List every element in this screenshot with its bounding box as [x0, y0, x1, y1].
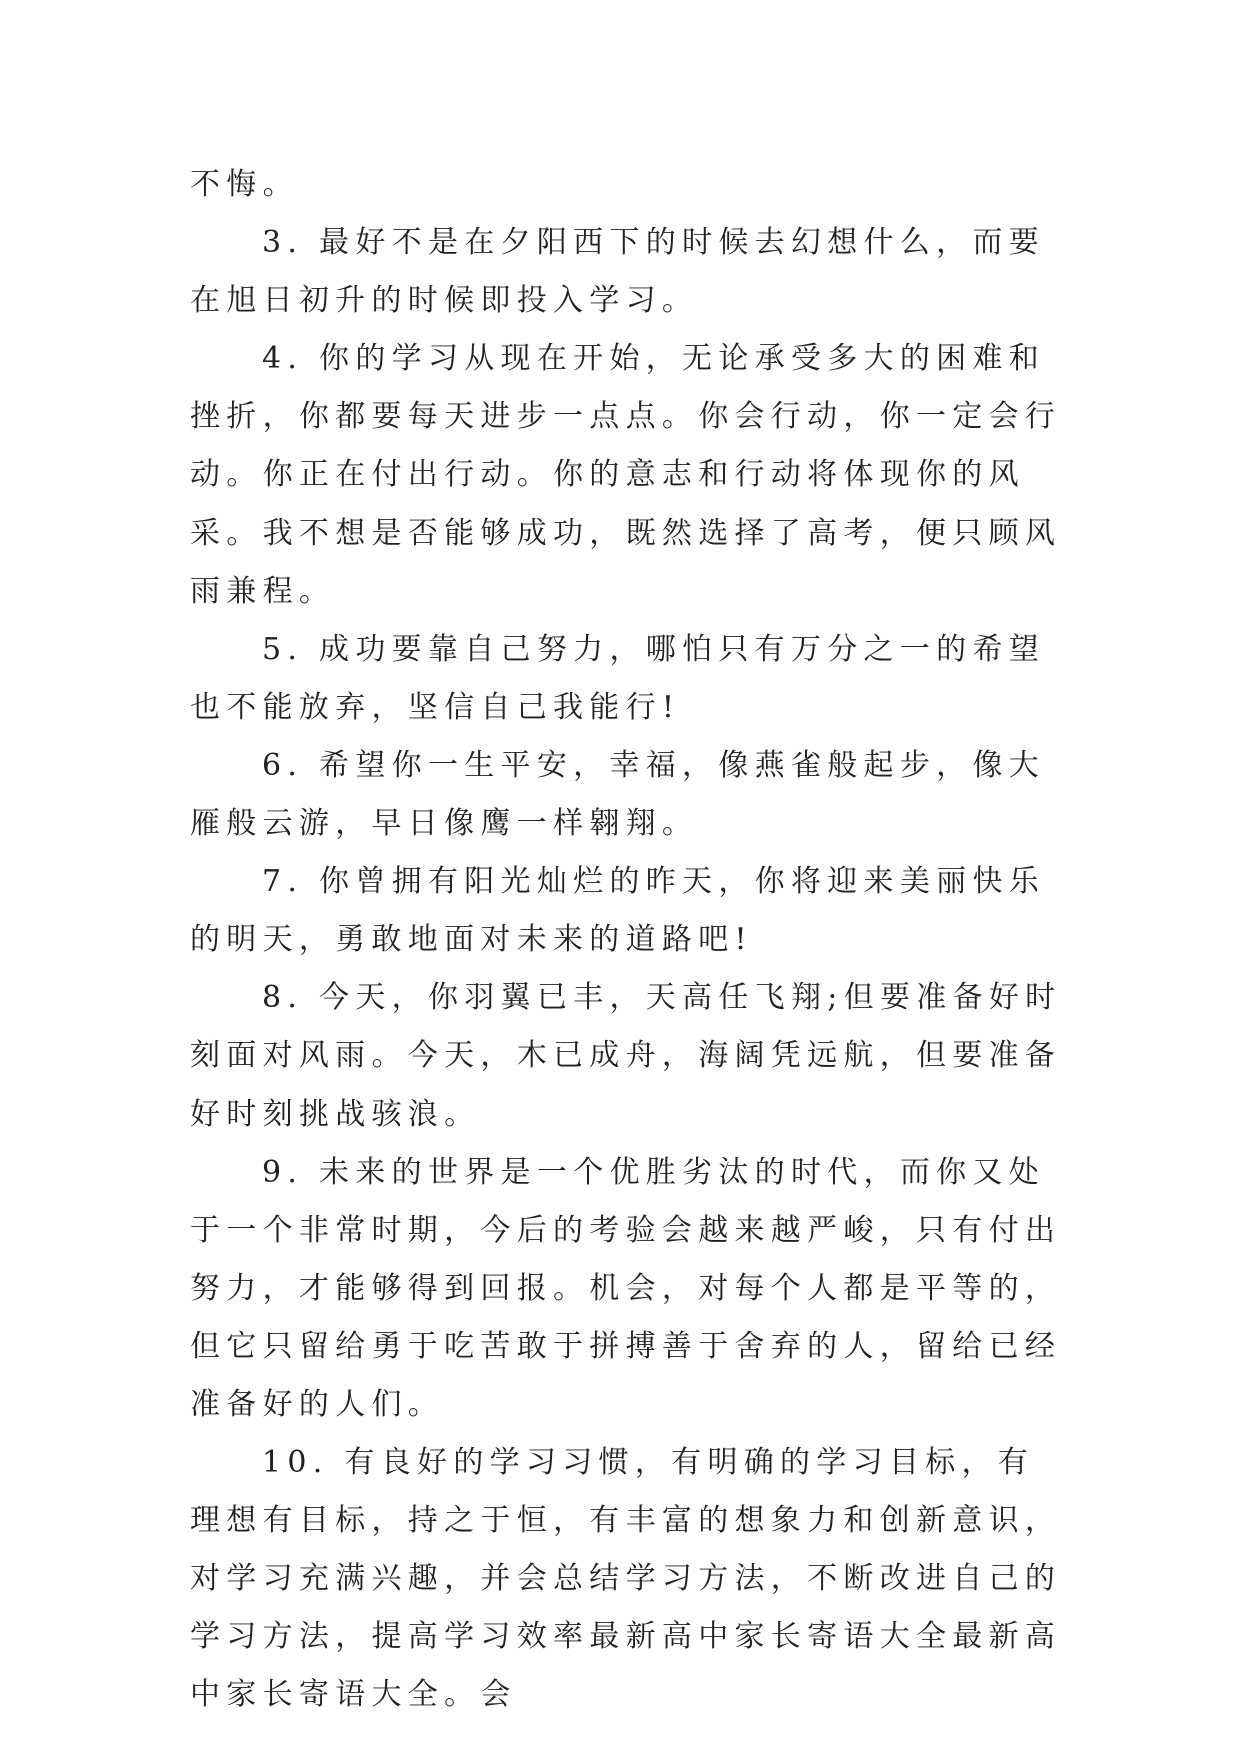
paragraph-item-8: 8. 今天，你羽翼已丰，天高任飞翔;但要准备好时刻面对风雨。今天，木已成舟，海阔凭远航，但要准备好时刻挑战骇浪。	[190, 980, 1062, 1132]
paragraph-item-6: 6. 希望你一生平安，幸福，像燕雀般起步，像大雁般云游，早日像鹰一样翱翔。	[190, 747, 1046, 842]
paragraph-item-10: 10. 有良好的学习习惯，有明确的学习目标，有理想有目标，持之于恒，有丰富的想象力和创新意识，对学习充满兴趣，并会总结学习方法，不断改进自己的学习方法，提高学习效率最新高中家长寄语大全最新高中家长寄语大全。会	[190, 1445, 1062, 1713]
paragraph-item-3: 3. 最好不是在夕阳西下的时候去幻想什么，而要在旭日初升的时候即投入学习。	[190, 225, 1046, 319]
paragraph-item-5: 5. 成功要靠自己努力，哪怕只有万分之一的希望也不能放弃，坚信自己我能行!	[190, 631, 1046, 725]
paragraph-item-4: 4. 你的学习从现在开始，无论承受多大的困难和挫折，你都要每天进步一点点。你会行动，你一定会行动。你正在付出行动。你的意志和行动将体现你的风采。我不想是否能够成功，既然选择了高考，便只顾风雨兼程。	[190, 341, 1062, 609]
paragraph-continuation: 不悔。	[190, 167, 299, 202]
paragraph-item-7: 7. 你曾拥有阳光灿烂的昨天，你将迎来美丽快乐的明天，勇敢地面对未来的道路吧!	[190, 864, 1046, 958]
document-body	[190, 156, 1062, 1725]
paragraph-item-9: 9. 未来的世界是一个优胜劣汰的时代，而你又处于一个非常时期，今后的考验会越来越严峻，只有付出努力，才能够得到回报。机会，对每个人都是平等的，但它只留给勇于吃苦敢于拼搏善于舍弃的人，留给已经准备好的人们。	[190, 1154, 1062, 1422]
